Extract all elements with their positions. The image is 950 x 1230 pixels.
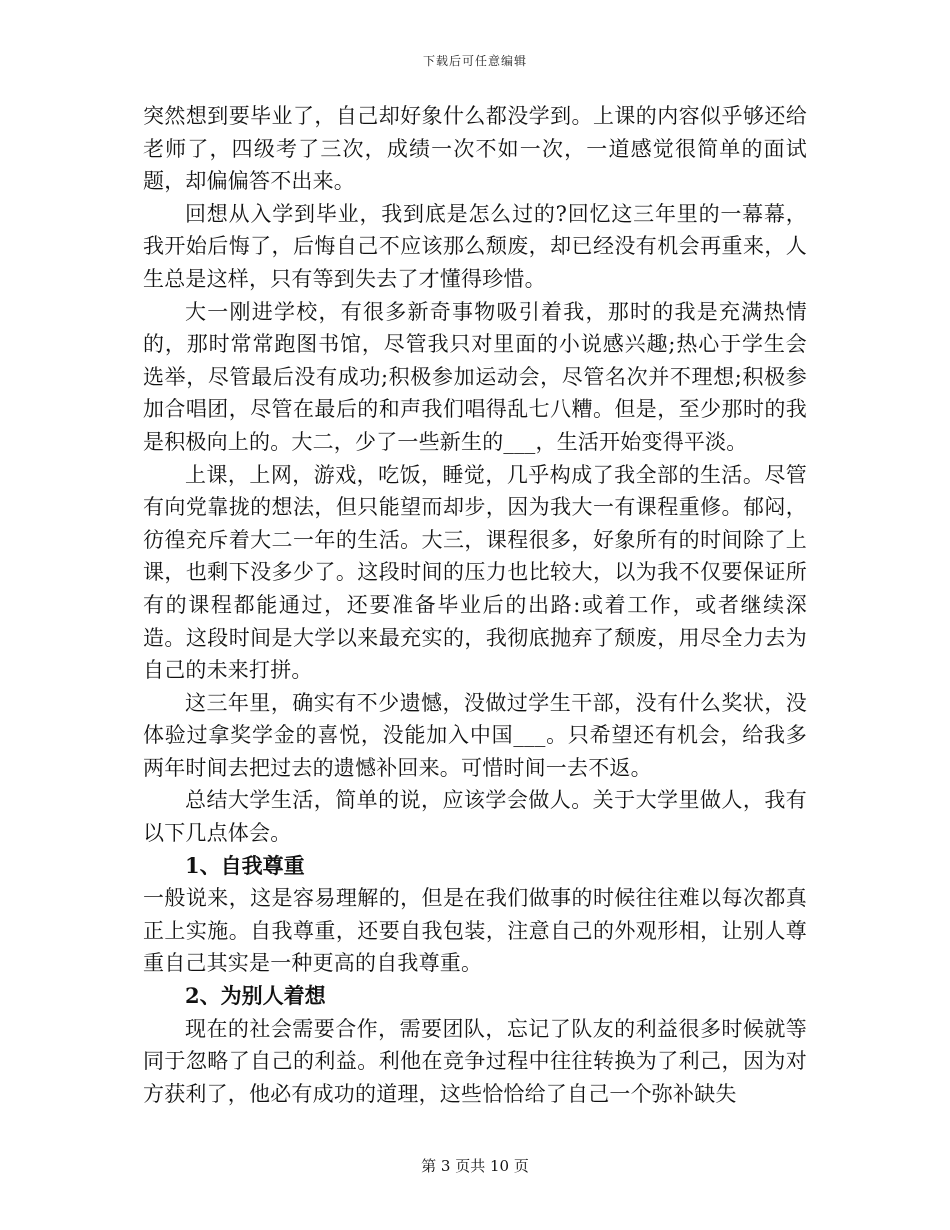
paragraph-freshman-year: 大一刚进学校，有很多新奇事物吸引着我，那时的我是充满热情的，那时常常跑图书馆，尽管我只对里面的小说感兴趣;热心于学生会选举，尽管最后没有成功;积极参加运动会，尽管名次并不理想;积极参加合唱团，尽管在最后的和声我们唱得乱七八糟。但是，至少那时的我是积极向上的。大二，少了一些新生的___，生活开始变得平淡。: [143, 299, 807, 454]
paragraph-summary: 总结大学生活，简单的说，应该学会做人。关于大学里做人，我有以下几点体会。: [143, 788, 807, 846]
paragraph-daily-life: 上课，上网，游戏，吃饭，睡觉，几乎构成了我全部的生活。尽管有向党靠拢的想法，但只能望而却步，因为我大一有课程重修。郁闷，彷徨充斥着大二一年的生活。大三，课程很多，好象所有的时间除了上课，也剩下没多少了。这段时间的压力也比较大，以为我不仅要保证所有的课程都能通过，还要准备毕业后的出路:或着工作，或者继续深造。这段时间是大学以来最充实的，我彻底抛弃了颓废，用尽全力去为自己的未来打拼。: [143, 462, 807, 683]
page-header: 下载后可任意编辑: [422, 54, 527, 68]
page-number-footer: 第 3 页共 10 页: [421, 1157, 529, 1175]
section-heading-consider-others: 2、为别人着想: [185, 983, 326, 1009]
paragraph-reflection: 回想从入学到毕业，我到底是怎么过的?回忆这三年里的一幕幕，我开始后悔了，后悔自己不应该那么颓废，却已经没有机会再重来，人生总是这样，只有等到失去了才懂得珍惜。: [143, 201, 807, 291]
paragraph-self-respect: 一般说来，这是容易理解的，但是在我们做事的时候往往难以每次都真正上实施。自我尊重，还要自我包装，注意自己的外观形相，让别人尊重自己其实是一种更高的自我尊重。: [143, 886, 807, 976]
section-heading-self-respect: 1、自我尊重: [185, 852, 305, 878]
document-body: [143, 100, 807, 1110]
paragraph-continuation: 突然想到要毕业了，自己却好象什么都没学到。上课的内容似乎够还给老师了，四级考了三次，成绩一次不如一次，一道感觉很简单的面试题，却偏偏答不出来。: [143, 104, 807, 194]
paragraph-consider-others: 现在的社会需要合作，需要团队，忘记了队友的利益很多时候就等同于忽略了自己的利益。利他在竞争过程中往往转换为了利己，因为对方获利了，他必有成功的道理，这些恰恰给了自己一个弥补缺失: [143, 1016, 807, 1106]
paragraph-regrets: 这三年里，确实有不少遗憾，没做过学生干部，没有什么奖状，没体验过拿奖学金的喜悦，没能加入中国___。只希望还有机会，给我多两年时间去把过去的遗憾补回来。可惜时间一去不返。: [143, 690, 807, 780]
